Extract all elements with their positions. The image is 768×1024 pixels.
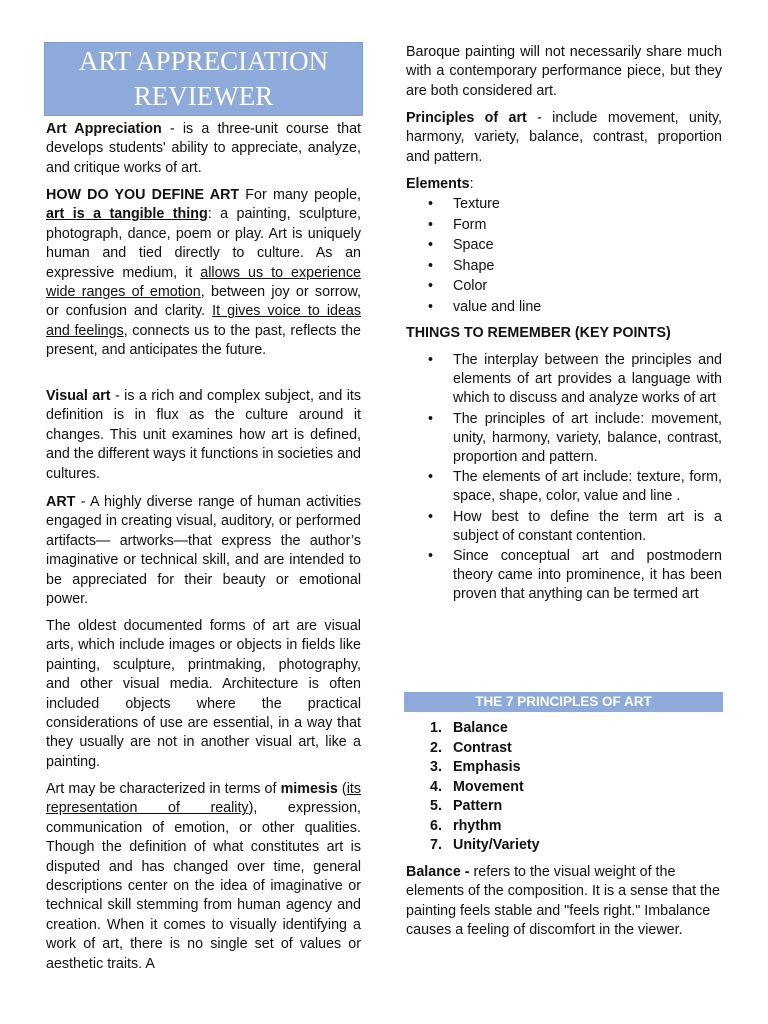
key-points-heading: THINGS TO REMEMBER (KEY POINTS) xyxy=(406,325,671,341)
list-item: • Form xyxy=(406,215,722,236)
list-number: 4. xyxy=(430,778,442,795)
principle-label: Pattern xyxy=(453,798,503,814)
list-item: • Space xyxy=(406,235,722,256)
term-art-appreciation: Art Appreciation xyxy=(46,121,162,137)
elements-label: Elements xyxy=(406,176,470,192)
art-definition-text: - A highly diverse range of human activities engaged in creating visual, auditory, or performed artifacts— artworks—that express the author’s imaginative or technical skill, and are intended to be appreciated for their beauty or emotional power. xyxy=(46,494,361,608)
principles-list xyxy=(406,719,722,856)
key-points-list xyxy=(406,351,722,605)
title-banner xyxy=(44,42,363,116)
list-item xyxy=(406,797,722,817)
list-item: • The interplay between the principles and elements of art provides a language with which to discuss and analyze works of art xyxy=(406,351,722,409)
mimesis-text-3: ), expression, communication of emotion, or other qualities. Though the definition of what constitutes art is disputed and has changed over time, general descriptions center on the idea of imaginative or technical skill stemming from human agency and creation. When it comes to visually identifying a work of art, there is no single set of values or aesthetic traits. A xyxy=(46,800,361,972)
define-art-text-3: , between joy or sorrow, or confusion and clarity. xyxy=(46,284,361,320)
list-item xyxy=(406,836,722,856)
list-item xyxy=(406,817,722,837)
list-item xyxy=(406,778,722,798)
principle-label: Emphasis xyxy=(453,759,521,775)
principle-label: Balance xyxy=(453,720,508,736)
art-appreciation-text: - is a three-unit course that develops students' ability to appreciate, analyze, and critique works of art. xyxy=(46,121,361,176)
seven-principles-heading: THE 7 PRINCIPLES OF ART xyxy=(404,692,723,712)
define-art-text-4: , connects us to the past, reflects the present, and anticipates the future. xyxy=(46,322,361,359)
principle-label: Unity/Variety xyxy=(453,837,540,853)
mimesis-text-1: Art may be characterized in terms of xyxy=(46,781,281,797)
list-item: • The elements of art include: texture, form, space, shape, color, value and line . xyxy=(406,468,722,506)
principle-label: rhythm xyxy=(453,817,502,834)
list-item xyxy=(406,758,722,778)
visual-art-text: - is a rich and complex subject, and its definition is in flux as the culture around it changes. This unit examines how art is defined, and the different ways it functions in societies and cultures. xyxy=(46,388,361,482)
title-line-2: REVIEWER xyxy=(133,81,274,111)
elements-colon: : xyxy=(469,176,474,192)
list-item xyxy=(406,719,722,739)
elements-label-line xyxy=(406,175,722,194)
list-item: • How best to define the term art is a subject of constant contention. xyxy=(406,508,722,546)
art-definition-paragraph xyxy=(46,493,361,609)
list-number: 7. xyxy=(430,837,442,853)
principle-label: Movement xyxy=(453,778,524,795)
oldest-forms-paragraph: The oldest documented forms of art are visual arts, which include images or objects in fields like painting, sculpture, printmaking, photography, and other visual media. Architecture is often included objects where the practical considerations of use are essential, in a way that they usually are not in another visual art, like a painting. xyxy=(46,618,361,770)
list-number: 1. xyxy=(430,720,442,736)
elements-list xyxy=(406,194,722,317)
emotion-phrase: allows us to experience wide ranges of emotion xyxy=(46,264,361,301)
principles-paragraph xyxy=(406,109,722,167)
list-number: 3. xyxy=(430,759,442,775)
list-item: • Color xyxy=(406,276,722,297)
visual-art-paragraph xyxy=(46,387,361,484)
list-item: • Texture xyxy=(406,194,722,215)
list-item xyxy=(406,739,722,759)
principle-label: Contrast xyxy=(453,739,512,756)
list-item: • value and line xyxy=(406,297,722,318)
mimesis-term: mimesis xyxy=(280,781,338,797)
list-number: 2. xyxy=(430,739,442,756)
baroque-paragraph: Baroque painting will not necessarily share much with a contemporary performance piece, but they are both considered art. xyxy=(406,44,722,99)
mimesis-text-2: ( xyxy=(337,781,347,797)
list-item: • Since conceptual art and postmodern theory came into prominence, it has been proven that anything can be termed art xyxy=(406,547,722,605)
voice-phrase: It gives voice to ideas and feelings xyxy=(46,303,361,339)
representation-phrase: its representation of reality xyxy=(46,781,361,817)
term-balance: Balance - xyxy=(406,864,474,880)
mimesis-paragraph xyxy=(46,780,361,974)
title-line-1: ART APPRECIATION xyxy=(78,46,329,76)
list-number: 6. xyxy=(430,817,442,834)
principles-text: - include movement, unity, harmony, variety, balance, contrast, proportion and pattern. xyxy=(406,110,722,165)
term-visual-art: Visual art xyxy=(46,388,111,404)
term-art: ART xyxy=(46,494,76,510)
list-number: 5. xyxy=(430,798,442,814)
term-principles: Principles of art xyxy=(406,110,527,126)
art-appreciation-paragraph xyxy=(46,120,361,178)
define-art-text-2: : a painting, sculpture, photograph, dance, poem or play. Art is uniquely human and tied directly to culture. As an expressive medium, it xyxy=(46,206,361,281)
balance-paragraph xyxy=(406,863,722,941)
define-art-heading: HOW DO YOU DEFINE ART xyxy=(46,187,240,203)
balance-text: refers to the visual weight of the elements of the composition. It is a sense that the painting feels stable and "feels right." Imbalance causes a feeling of discomfort in the viewer. xyxy=(406,864,720,939)
tangible-thing-phrase: art is a tangible thing xyxy=(46,206,208,223)
list-item: • Shape xyxy=(406,256,722,277)
list-item: • The principles of art include: movement, unity, harmony, variety, balance, contrast, proportion and pattern. xyxy=(406,410,722,468)
define-art-paragraph xyxy=(46,186,361,361)
define-art-text-1: For many people, xyxy=(239,187,361,203)
